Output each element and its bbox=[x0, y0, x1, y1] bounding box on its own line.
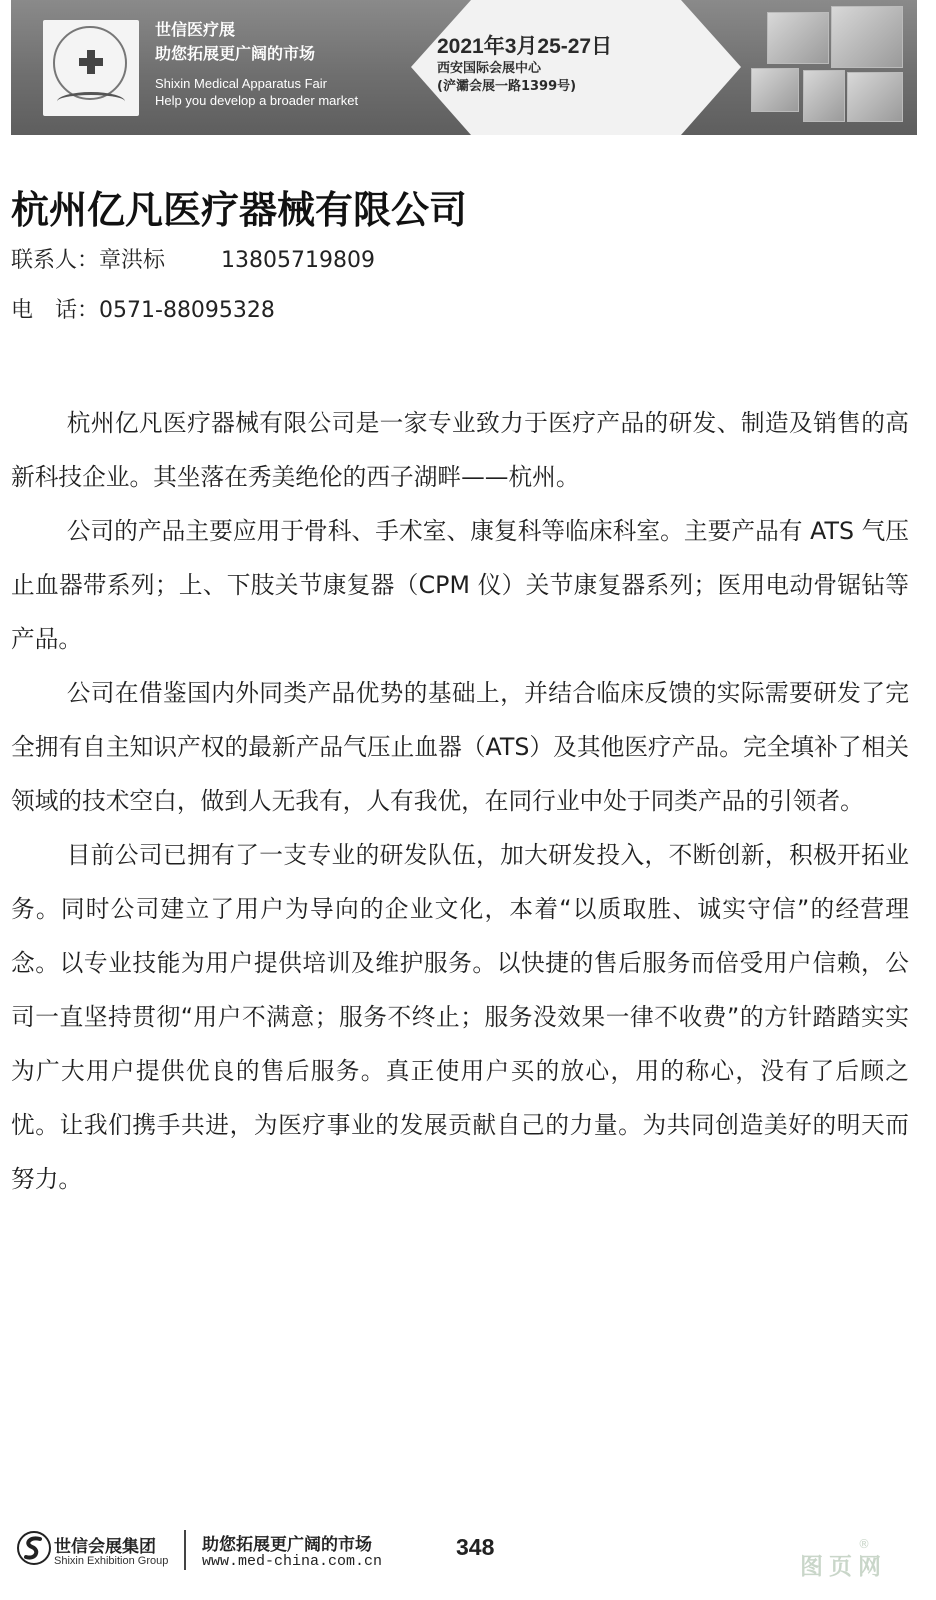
fair-logo bbox=[43, 20, 139, 116]
contact-label: 联系人： bbox=[11, 248, 100, 273]
fair-slogan-en: Help you develop a broader market bbox=[155, 93, 359, 108]
product-photo bbox=[751, 68, 799, 112]
fair-name-en: Shixin Medical Apparatus Fair bbox=[155, 76, 327, 91]
group-name-cn: 世信会展集团 bbox=[54, 1537, 156, 1557]
fair-name-cn: 世信医疗展 bbox=[155, 20, 236, 39]
product-photo bbox=[847, 72, 903, 122]
fair-banner bbox=[11, 0, 917, 135]
fair-venue bbox=[437, 60, 637, 96]
product-photo bbox=[767, 12, 829, 64]
page-number: 348 bbox=[456, 1534, 495, 1560]
fair-slogan-cn: 助您拓展更广阔的市场 bbox=[155, 44, 316, 63]
description-paragraph: 目前公司已拥有了一支专业的研发队伍，加大研发投入，不断创新，积极开拓业务。同时公司建立了用户为导向的企业文化，本着“以质取胜、诚实守信”的经营理念。以专业技能为用户提供培训及维护服务。以快捷的售后服务而倍受用户信赖，公司一直坚持贯彻“用户不满意；服务不终止；服务没效果一律不收费”的方针踏踏实实为广大用户提供优良的售后服务。真正使用户买的放心，用的称心，没有了后顾之忧。让我们携手共进，为医疗事业的发展贡献自己的力量。为共同创造美好的明天而努力。 bbox=[11, 841, 909, 1193]
phone-label: 电 话： bbox=[11, 298, 100, 323]
product-photo bbox=[803, 70, 845, 122]
phone-line bbox=[11, 296, 275, 326]
footer-slogan: 助您拓展更广阔的市场 bbox=[202, 1535, 372, 1555]
contact-mobile: 13805719809 bbox=[221, 248, 375, 273]
medical-cross-icon bbox=[79, 50, 103, 74]
fair-title-cn bbox=[155, 18, 315, 66]
description-paragraph: 杭州亿凡医疗器械有限公司是一家专业致力于医疗产品的研发、制造及销售的高新科技企业。其坐落在秀美绝伦的西子湖畔——杭州。 bbox=[11, 409, 909, 491]
footer-divider bbox=[184, 1530, 186, 1570]
registered-mark: ® bbox=[858, 1537, 870, 1551]
contact-person-line bbox=[11, 246, 375, 276]
watermark: 图页网 bbox=[800, 1554, 887, 1580]
phone-number: 0571-88095328 bbox=[99, 298, 275, 323]
description-paragraph: 公司在借鉴国内外同类产品优势的基础上，并结合临床反馈的实际需要研发了完全拥有自主知识产权的最新产品气压止血器（ATS）及其他医疗产品。完全填补了相关领域的技术空白，做到人无我有，人有我优，在同行业中处于同类产品的引领者。 bbox=[11, 679, 909, 815]
group-name-en: Shixin Exhibition Group bbox=[54, 1555, 169, 1567]
group-logo-icon bbox=[16, 1530, 52, 1566]
fair-dates: 2021年3月25-27日 bbox=[437, 35, 613, 58]
venue-name: 西安国际会展中心 bbox=[437, 61, 542, 76]
contact-name: 章洪标 bbox=[99, 248, 166, 273]
fair-title-en bbox=[155, 75, 358, 109]
logo-swoosh-icon bbox=[57, 92, 125, 111]
website-link[interactable]: www.med-china.com.cn bbox=[202, 1553, 383, 1570]
venue-address: (浐灞会展一路1399号) bbox=[437, 79, 577, 94]
description-paragraph: 公司的产品主要应用于骨科、手术室、康复科等临床科室。主要产品有 ATS 气压止血器带系列；上、下肢关节康复器（CPM 仪）关节康复器系列；医用电动骨锯钻等产品。 bbox=[11, 517, 909, 653]
company-description bbox=[11, 396, 909, 1206]
product-photo bbox=[831, 6, 903, 68]
company-name: 杭州亿凡医疗器械有限公司 bbox=[11, 188, 468, 232]
